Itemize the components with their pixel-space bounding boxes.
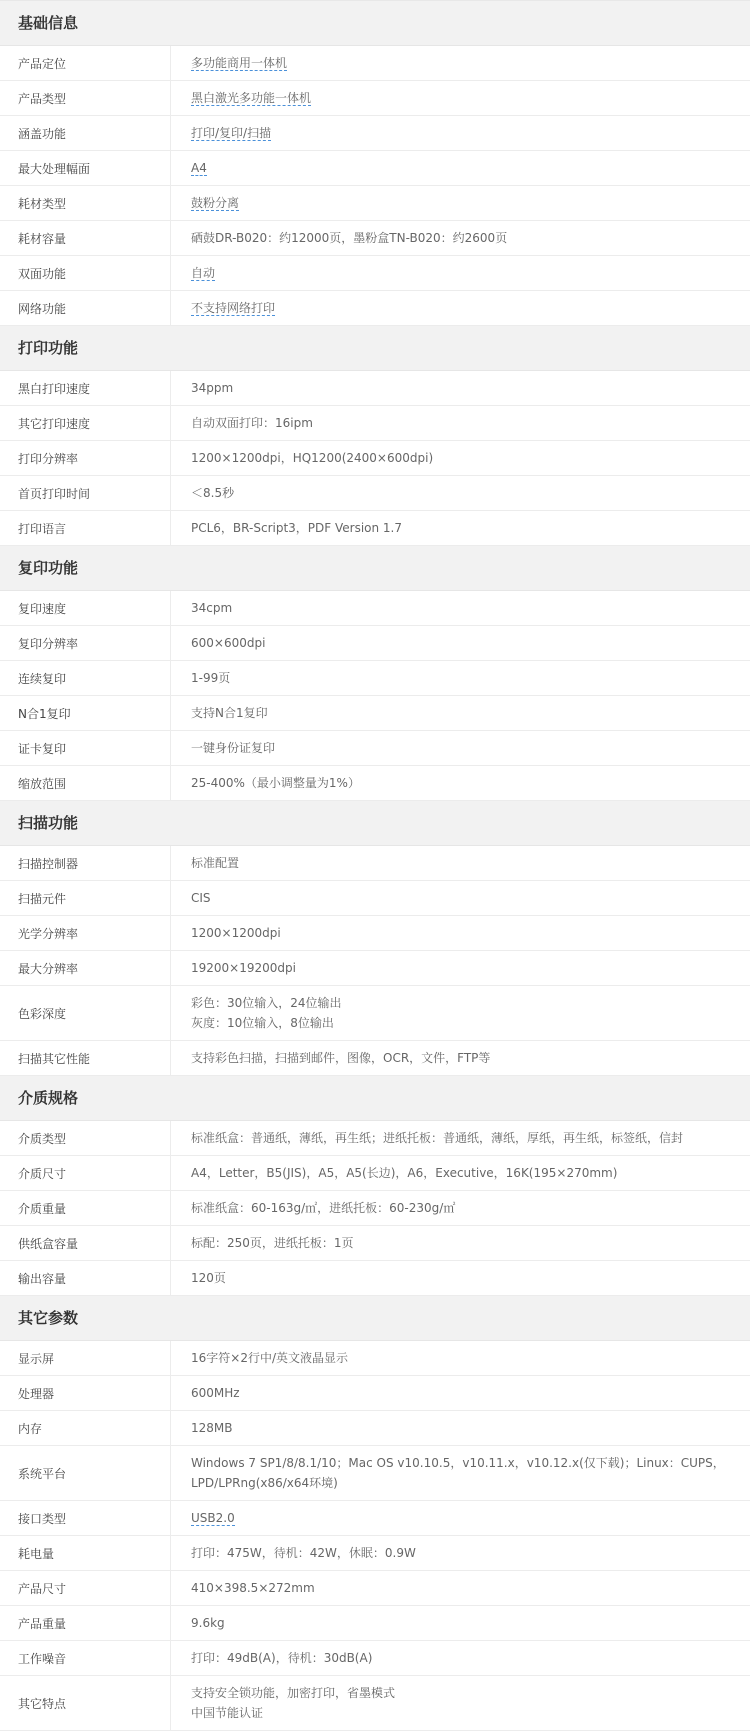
spec-label: 扫描控制器	[0, 846, 171, 880]
spec-value	[171, 952, 750, 984]
spec-value	[171, 697, 750, 729]
spec-value-text: Windows 7 SP1/8/8.1/10；Mac OS v10.10.5，v10.11.x，v10.12.x(仅下载)；Linux：CUPS，	[191, 1456, 725, 1470]
spec-value	[171, 1447, 750, 1499]
spec-value-text: ＜8.5秒	[191, 486, 235, 500]
spec-label: 打印语言	[0, 511, 171, 545]
spec-value	[171, 407, 750, 439]
spec-label: 连续复印	[0, 661, 171, 695]
spec-label: 产品类型	[0, 81, 171, 115]
spec-value-text: 34cpm	[191, 601, 233, 615]
spec-row	[0, 46, 750, 81]
spec-label: 双面功能	[0, 256, 171, 290]
spec-value-text: 自动双面打印：16ipm	[191, 416, 313, 430]
section-header: 其它参数	[0, 1296, 750, 1341]
spec-label: 证卡复印	[0, 731, 171, 765]
spec-value-text-line2: LPD/LPRng(x86/x64环境)	[191, 1476, 338, 1490]
spec-label: 耗材类型	[0, 186, 171, 220]
spec-value-text: PCL6，BR-Script3，PDF Version 1.7	[191, 521, 403, 535]
spec-label: 接口类型	[0, 1501, 171, 1535]
section-header: 基础信息	[0, 1, 750, 46]
spec-row	[0, 591, 750, 626]
spec-value-text: 彩色：30位输入，24位输出	[191, 996, 342, 1010]
spec-value	[171, 627, 750, 659]
spec-row	[0, 986, 750, 1041]
spec-row	[0, 846, 750, 881]
spec-row	[0, 476, 750, 511]
spec-value	[171, 1192, 750, 1224]
spec-label: 处理器	[0, 1376, 171, 1410]
spec-row	[0, 1041, 750, 1076]
spec-value	[171, 662, 750, 694]
spec-label: 耗电量	[0, 1536, 171, 1570]
spec-row	[0, 1501, 750, 1536]
spec-row	[0, 766, 750, 801]
spec-row	[0, 511, 750, 546]
spec-row	[0, 696, 750, 731]
spec-row	[0, 881, 750, 916]
spec-row	[0, 1641, 750, 1676]
section-header: 扫描功能	[0, 801, 750, 846]
spec-label: 其它特点	[0, 1676, 171, 1730]
spec-row	[0, 731, 750, 766]
spec-label: 扫描其它性能	[0, 1041, 171, 1075]
spec-value	[171, 442, 750, 474]
spec-value	[171, 1262, 750, 1294]
spec-label: 扫描元件	[0, 881, 171, 915]
spec-value-text: 19200×19200dpi	[191, 961, 296, 975]
spec-label: 打印分辨率	[0, 441, 171, 475]
spec-value-text: 1-99页	[191, 671, 231, 685]
spec-row	[0, 1121, 750, 1156]
spec-value-text: 标准纸盒：普通纸，薄纸，再生纸；进纸托板：普通纸，薄纸，厚纸，再生纸，标签纸，信封	[191, 1131, 684, 1145]
spec-value	[171, 1572, 750, 1604]
spec-row	[0, 406, 750, 441]
spec-label: 其它打印速度	[0, 406, 171, 440]
spec-row	[0, 661, 750, 696]
spec-value	[171, 767, 750, 799]
spec-label: 系统平台	[0, 1446, 171, 1500]
spec-value-text: CIS	[191, 891, 211, 905]
spec-row	[0, 81, 750, 116]
spec-value-link[interactable]: 鼓粉分离	[191, 196, 240, 210]
spec-value	[171, 1377, 750, 1409]
spec-value-link[interactable]: A4	[191, 161, 207, 175]
spec-value	[171, 1607, 750, 1639]
spec-value[interactable]	[171, 292, 750, 324]
spec-row	[0, 256, 750, 291]
spec-value-text: A4，Letter，B5(JIS)，A5，A5(长边)，A6，Executive，16K(195×270mm)	[191, 1166, 618, 1180]
spec-value-text: 支持安全锁功能，加密打印，省墨模式	[191, 1686, 396, 1700]
spec-label: 耗材容量	[0, 221, 171, 255]
spec-value-text: 1200×1200dpi	[191, 926, 281, 940]
spec-value-link[interactable]: 黑白激光多功能一体机	[191, 91, 312, 105]
spec-value	[171, 222, 750, 254]
spec-value[interactable]	[171, 152, 750, 184]
spec-value	[171, 1677, 750, 1729]
spec-value	[171, 512, 750, 544]
spec-label: 光学分辨率	[0, 916, 171, 950]
spec-value-text: 120页	[191, 1271, 226, 1285]
spec-label: 最大处理幅面	[0, 151, 171, 185]
spec-row	[0, 1446, 750, 1501]
spec-row	[0, 1226, 750, 1261]
spec-row	[0, 1261, 750, 1296]
spec-value	[171, 1642, 750, 1674]
spec-value-text: 9.6kg	[191, 1616, 225, 1630]
spec-value[interactable]	[171, 257, 750, 289]
spec-row	[0, 186, 750, 221]
spec-label: 工作噪音	[0, 1641, 171, 1675]
spec-value-text: 支持N合1复印	[191, 706, 268, 720]
spec-row	[0, 1571, 750, 1606]
spec-value-text: 25-400%（最小调整量为1%）	[191, 776, 360, 790]
spec-label: 介质尺寸	[0, 1156, 171, 1190]
spec-value	[171, 1537, 750, 1569]
spec-value-text: 标准配置	[191, 856, 240, 870]
spec-label: 供纸盒容量	[0, 1226, 171, 1260]
spec-row	[0, 1536, 750, 1571]
spec-value-text: 打印：475W，待机：42W，休眠：0.9W	[191, 1546, 416, 1560]
spec-value[interactable]	[171, 187, 750, 219]
spec-value[interactable]	[171, 82, 750, 114]
spec-value-text: 硒鼓DR-B020：约12000页，墨粉盒TN-B020：约2600页	[191, 231, 508, 245]
spec-label: 产品定位	[0, 46, 171, 80]
spec-row	[0, 1156, 750, 1191]
spec-value-link[interactable]: 自动	[191, 266, 216, 280]
spec-label: 产品尺寸	[0, 1571, 171, 1605]
spec-label: 网络功能	[0, 291, 171, 325]
spec-value-link[interactable]: 多功能商用一体机	[191, 56, 288, 70]
spec-value-text: 1200×1200dpi，HQ1200(2400×600dpi)	[191, 451, 434, 465]
spec-label: 输出容量	[0, 1261, 171, 1295]
spec-value	[171, 847, 750, 879]
spec-value[interactable]	[171, 1502, 750, 1534]
spec-row	[0, 1341, 750, 1376]
spec-value-link[interactable]: 不支持网络打印	[191, 301, 276, 315]
spec-row	[0, 151, 750, 186]
spec-value-text: 16字符×2行中/英文液晶显示	[191, 1351, 349, 1365]
spec-label: 缩放范围	[0, 766, 171, 800]
spec-value	[171, 477, 750, 509]
spec-value-link[interactable]: 打印/复印/扫描	[191, 126, 272, 140]
spec-value-text: 打印：49dB(A)，待机：30dB(A)	[191, 1651, 373, 1665]
spec-value-text: 410×398.5×272mm	[191, 1581, 315, 1595]
spec-value	[171, 592, 750, 624]
spec-row	[0, 916, 750, 951]
spec-row	[0, 441, 750, 476]
spec-row	[0, 371, 750, 406]
spec-row	[0, 626, 750, 661]
spec-value-text: 128MB	[191, 1421, 233, 1435]
spec-value	[171, 987, 750, 1039]
spec-row	[0, 116, 750, 151]
spec-row	[0, 1676, 750, 1731]
spec-value[interactable]	[171, 47, 750, 79]
spec-value-text: 600MHz	[191, 1386, 240, 1400]
spec-value	[171, 1412, 750, 1444]
spec-row	[0, 951, 750, 986]
spec-value	[171, 1042, 750, 1074]
spec-value-text: 34ppm	[191, 381, 234, 395]
spec-value	[171, 1122, 750, 1154]
spec-label: 产品重量	[0, 1606, 171, 1640]
spec-value-text: 标配：250页，进纸托板：1页	[191, 1236, 354, 1250]
section-header: 复印功能	[0, 546, 750, 591]
spec-value-text: 600×600dpi	[191, 636, 266, 650]
spec-label: 黑白打印速度	[0, 371, 171, 405]
spec-label: N合1复印	[0, 696, 171, 730]
spec-value-text: 一键身份证复印	[191, 741, 276, 755]
spec-value-link[interactable]: USB2.0	[191, 1511, 235, 1525]
spec-value-text: 支持彩色扫描，扫描到邮件，图像，OCR，文件，FTP等	[191, 1051, 491, 1065]
spec-label: 最大分辨率	[0, 951, 171, 985]
spec-label: 首页打印时间	[0, 476, 171, 510]
spec-value	[171, 882, 750, 914]
spec-value-text-line2: 中国节能认证	[191, 1706, 264, 1720]
spec-value	[171, 1227, 750, 1259]
spec-row	[0, 1191, 750, 1226]
spec-row	[0, 291, 750, 326]
spec-value	[171, 372, 750, 404]
spec-row	[0, 221, 750, 256]
spec-label: 显示屏	[0, 1341, 171, 1375]
section-header: 打印功能	[0, 326, 750, 371]
spec-value-text-line2: 灰度：10位输入，8位输出	[191, 1016, 334, 1030]
spec-value	[171, 1342, 750, 1374]
spec-label: 涵盖功能	[0, 116, 171, 150]
section-header: 介质规格	[0, 1076, 750, 1121]
spec-value	[171, 917, 750, 949]
spec-value	[171, 1157, 750, 1189]
spec-row	[0, 1606, 750, 1641]
spec-row	[0, 1411, 750, 1446]
spec-label: 复印分辨率	[0, 626, 171, 660]
spec-label: 复印速度	[0, 591, 171, 625]
spec-label: 介质重量	[0, 1191, 171, 1225]
spec-label: 介质类型	[0, 1121, 171, 1155]
spec-value-text: 标准纸盒：60-163g/㎡，进纸托板：60-230g/㎡	[191, 1201, 456, 1215]
spec-value[interactable]	[171, 117, 750, 149]
spec-label: 内存	[0, 1411, 171, 1445]
spec-value	[171, 732, 750, 764]
spec-row	[0, 1376, 750, 1411]
spec-label: 色彩深度	[0, 986, 171, 1040]
